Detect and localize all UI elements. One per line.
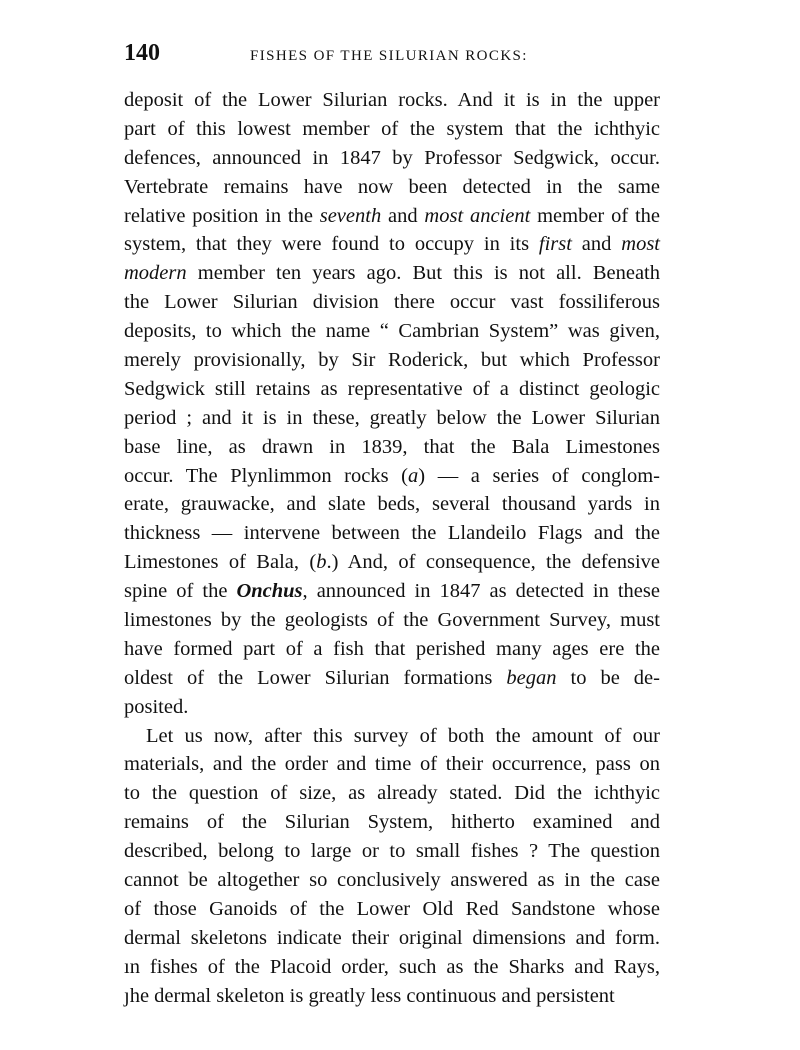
text-line <box>124 895 660 924</box>
text-segment: occur. The Plynlimmon rocks ( <box>124 464 409 487</box>
text-segment: ȷhe dermal skeleton is greatly less continuous and persistent <box>124 984 615 1007</box>
text-segment: materials, and the order and time of their occurrence, pass on <box>124 753 660 776</box>
text-segment: limestones by the geologists of the Government Survey, must <box>124 609 660 632</box>
text-line <box>124 953 660 982</box>
text-line <box>124 779 660 808</box>
text-segment: posited. <box>124 695 189 718</box>
text-segment: member of the <box>530 204 660 227</box>
text-line <box>124 924 660 953</box>
text-line <box>124 837 660 866</box>
text-line <box>124 144 660 173</box>
running-head: FISHES OF THE SILURIAN ROCKS: <box>250 48 528 64</box>
text-segment: and <box>381 204 425 227</box>
text-line <box>124 202 660 231</box>
text-segment: spine of the <box>124 580 237 603</box>
text-segment: deposits, to which the name “ Cambrian System” was given, <box>124 320 660 343</box>
text-segment: period ; and it is in these, greatly below the Lower Silurian <box>124 406 660 429</box>
text-line <box>124 462 660 491</box>
text-segment: to the question of size, as already stated. Did the ichthyic <box>124 782 660 805</box>
text-segment: Sedgwick still retains as representative of a distinct geologic <box>124 377 660 400</box>
text-segment: .) And, of consequence, the defensive <box>326 551 660 574</box>
text-segment: defences, announced in 1847 by Professor Sedgwick, occur. <box>124 146 660 169</box>
text-line <box>124 86 660 115</box>
text-segment: ın fishes of the Placoid order, such as the Sharks and Rays, <box>124 955 660 978</box>
text-segment: began <box>506 666 557 689</box>
text-line <box>124 404 660 433</box>
text-segment: thickness — intervene between the Llandeilo Flags and the <box>124 522 660 545</box>
text-segment: part of this lowest member of the system that the ichthyic <box>124 117 660 140</box>
text-segment: remains of the Silurian System, hitherto examined and <box>124 811 660 834</box>
text-segment: oldest of the Lower Silurian formations <box>124 666 507 689</box>
text-line <box>124 722 660 751</box>
text-segment: Limestones of Bala, ( <box>124 551 317 574</box>
text-line <box>124 317 660 346</box>
text-segment: first <box>538 233 572 256</box>
text-segment: b <box>316 551 327 574</box>
text-segment: and <box>571 233 622 256</box>
text-segment: a <box>408 464 419 487</box>
text-segment: r <box>653 89 660 111</box>
body-text <box>124 86 660 1011</box>
text-segment: Let us now, after this survey of both the amount of our <box>146 724 660 747</box>
text-line <box>124 548 660 577</box>
text-segment: most ancient <box>424 204 531 227</box>
text-segment: cannot be altogether so conclusively answered as in the case <box>124 869 660 892</box>
text-line <box>124 664 660 693</box>
text-segment: merely provisionally, by Sir Roderick, but which Professor <box>124 349 660 372</box>
text-segment: the Lower Silurian division there occur vast fossiliferous <box>124 291 660 314</box>
text-line <box>124 982 660 1011</box>
text-line <box>124 606 660 635</box>
text-line <box>124 230 660 259</box>
text-segment: ) — a series of conglom- <box>418 464 660 487</box>
text-line <box>124 519 660 548</box>
text-line <box>124 259 660 288</box>
text-segment: dermal skeletons indicate their original dimensions and form. <box>124 926 660 949</box>
text-segment: erate, grauwacke, and slate beds, several thousand yards in <box>124 493 660 516</box>
text-segment: Vertebrate remains have now been detected in the same <box>124 175 660 198</box>
text-segment: seventh <box>319 204 382 227</box>
text-line <box>124 490 660 519</box>
text-segment: to be de- <box>556 666 660 689</box>
text-segment: member ten years ago. But this is not all. Beneath <box>186 262 660 285</box>
text-segment: most <box>621 233 660 256</box>
page-header <box>124 40 660 70</box>
text-line <box>124 808 660 837</box>
page-number: 140 <box>124 40 160 66</box>
text-segment: system, that they were found to occupy in its <box>124 233 539 256</box>
text-segment: have formed part of a fish that perished many ages ere the <box>124 637 660 660</box>
text-line <box>124 577 660 606</box>
text-line <box>124 750 660 779</box>
text-segment: relative position in the <box>124 204 320 227</box>
text-segment: of those Ganoids of the Lower Old Red Sandstone whose <box>124 897 660 920</box>
text-line <box>124 433 660 462</box>
text-segment: described, belong to large or to small fishes ? The question <box>124 840 660 863</box>
text-segment: , announced in 1847 as detected in these <box>302 580 660 603</box>
text-line <box>124 346 660 375</box>
text-segment: modern <box>124 262 187 285</box>
text-line <box>124 866 660 895</box>
text-segment: deposit of the Lower Silurian rocks. And it is in the uppe <box>124 89 654 111</box>
text-segment: base line, as drawn in 1839, that the Bala Limestones <box>124 435 660 458</box>
text-line <box>124 375 660 404</box>
text-line <box>124 288 660 317</box>
text-line <box>124 693 660 722</box>
text-line <box>124 635 660 664</box>
text-line <box>124 115 660 144</box>
text-segment: Onchus <box>236 580 303 603</box>
text-line <box>124 173 660 202</box>
